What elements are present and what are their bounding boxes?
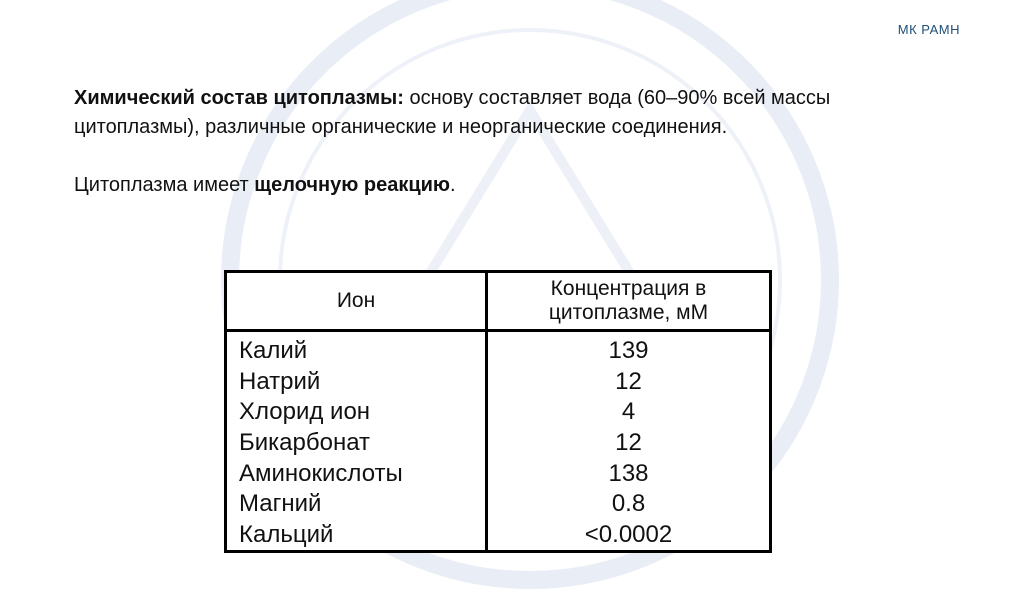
- ion-name: Магний: [227, 489, 487, 520]
- ion-value: 139: [608, 337, 649, 365]
- table-row: [227, 519, 769, 550]
- table-row: [227, 428, 769, 459]
- table-row: [227, 458, 769, 489]
- ion-value: <0.0002: [584, 520, 673, 548]
- table-row: [227, 331, 769, 367]
- ion-name: Хлорид ион: [227, 397, 487, 428]
- ion-value: 12: [615, 429, 642, 457]
- table-header-row: [227, 273, 769, 331]
- ion-concentration-table: [224, 270, 772, 553]
- ion-value: 12: [615, 367, 642, 395]
- composition-heading: Химический состав цитоплазмы:: [74, 87, 404, 109]
- header-badge: МК РАМН: [897, 22, 960, 37]
- ion-name: Натрий: [227, 367, 487, 398]
- ion-name: Калий: [227, 331, 487, 367]
- table-row: [227, 367, 769, 398]
- table-row: [227, 397, 769, 428]
- header-concentration: Концентрация в цитоплазме, мМ: [487, 273, 770, 331]
- ion-name: Аминокислоты: [227, 458, 487, 489]
- ion-name: Бикарбонат: [227, 428, 487, 459]
- composition-description: основу составляет вода (60–90% всей массы цитоплазмы), различные органические и неорганические соединения.: [74, 87, 831, 138]
- reaction-text-post: .: [450, 174, 456, 196]
- paragraph-reaction: [74, 171, 874, 200]
- reaction-text-pre: Цитоплазма имеет: [74, 174, 255, 196]
- main-text: [74, 84, 874, 200]
- ion-value: 138: [608, 459, 649, 487]
- ion-name: Кальций: [227, 519, 487, 550]
- header-ion: Ион: [227, 273, 487, 331]
- table-row: [227, 489, 769, 520]
- ion-value: 4: [621, 398, 636, 426]
- paragraph-composition: [74, 84, 874, 142]
- reaction-emphasis: щелочную реакцию: [254, 174, 451, 196]
- ion-value: 0.8: [611, 490, 646, 518]
